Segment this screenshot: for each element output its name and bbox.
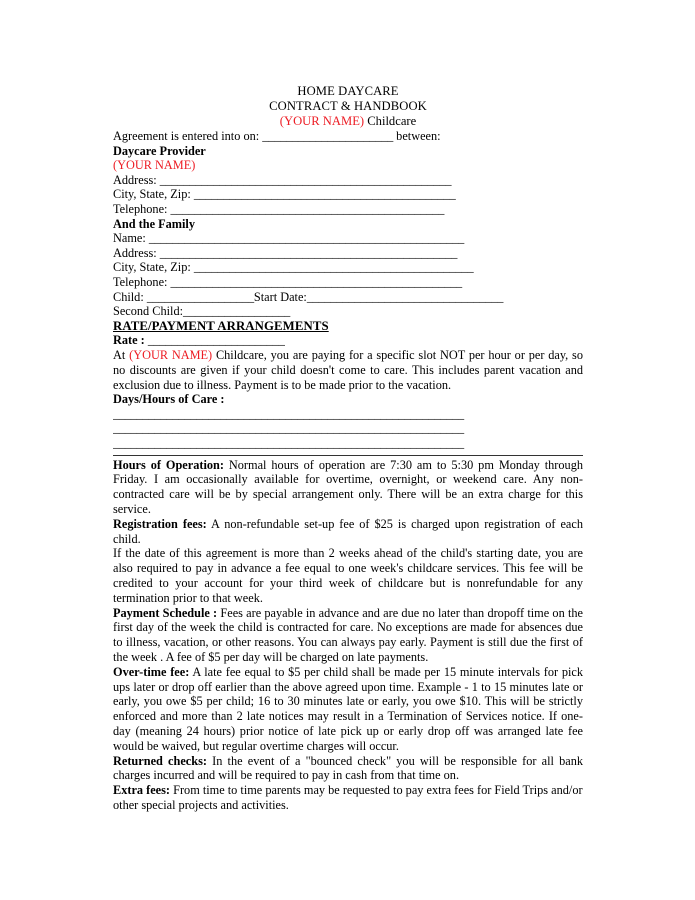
agreement-date-blank[interactable]: ______________________	[262, 129, 394, 143]
rate-intro-paragraph	[113, 348, 583, 392]
policy-extra-fees	[113, 783, 583, 813]
title-line-1: HOME DAYCARE	[297, 84, 399, 98]
policy-hours-of-operation-label: Hours of Operation:	[113, 457, 224, 472]
title-line-2: CONTRACT & HANDBOOK	[269, 99, 427, 113]
provider-telephone-label: Telephone:	[113, 201, 171, 216]
family-address-blank[interactable]: __________________________________________________	[159, 245, 458, 260]
provider-address-blank[interactable]: _________________________________________________	[159, 172, 452, 187]
family-heading: And the Family	[113, 216, 195, 231]
policy-hours-of-operation	[113, 458, 583, 517]
second-child-field	[113, 304, 583, 319]
provider-telephone-blank[interactable]: ______________________________________________	[170, 201, 445, 216]
subtitle-placeholder-name: (YOUR NAME)	[279, 114, 365, 128]
family-address-field	[113, 246, 583, 261]
policy-extra-fees-text: From time to time parents may be requested to pay extra fees for Field Trips and/or other special projects and activities.	[113, 783, 583, 812]
days-hours-blank-2[interactable]: ___________________________________________________________	[113, 421, 464, 436]
family-name-blank[interactable]: _____________________________________________________	[148, 231, 465, 246]
policy-over-time-fee	[113, 665, 583, 754]
days-hours-blank-3[interactable]: ___________________________________________________________	[113, 436, 464, 451]
start-date-label: Start Date:	[253, 289, 307, 304]
provider-address-label: Address:	[113, 172, 160, 187]
policy-advance-payment-text: If the date of this agreement is more than 2 weeks ahead of the child's starting date, you are also required to pay in advance a fee equal to one week's childcare services. This fee will be credited to your account for your third week of childcare but is nonrefundable for any termination prior to that week.	[113, 546, 583, 605]
child-label: Child:	[113, 289, 147, 304]
rate-field	[113, 333, 583, 348]
subtitle-line	[113, 114, 583, 129]
days-hours-label: Days/Hours of Care :	[113, 392, 225, 407]
agreement-suffix: between:	[393, 129, 441, 143]
provider-citystatezip-label: City, State, Zip:	[113, 187, 194, 202]
provider-citystatezip-blank[interactable]: ____________________________________________	[193, 187, 456, 202]
policy-registration-fees	[113, 517, 583, 547]
family-citystatezip-blank[interactable]: _______________________________________________	[193, 260, 474, 275]
child-name-blank[interactable]: __________________	[146, 289, 254, 304]
rate-intro-body: Childcare, you are paying for a specific slot NOT per hour or per day, so no discounts are given if your child doesn't come to care. This includes parent vacation and exclusion due to illness. Payment is to be made prior to the vacation.	[113, 347, 583, 392]
family-telephone-blank[interactable]: _________________________________________________	[170, 274, 463, 289]
child-startdate-field	[113, 290, 583, 305]
rate-intro-prefix: At	[113, 347, 130, 362]
document-title-block	[113, 84, 583, 129]
policy-registration-fees-label: Registration fees:	[113, 516, 207, 531]
start-date-blank[interactable]: _________________________________	[306, 289, 504, 304]
section-divider-rule	[113, 455, 583, 456]
policy-payment-schedule	[113, 606, 583, 665]
family-citystatezip-label: City, State, Zip:	[113, 260, 194, 275]
policy-registration-fees-text: A non-refundable set-up fee of $25 is charged upon registration of each child.	[113, 516, 583, 546]
policy-over-time-fee-text: A late fee equal to $5 per child shall be made per 15 minute intervals for pick ups later or drop off earlier than the above agreed upon time. Example - 1 to 15 minutes late or early, you owe $5 per child; 16 to 30 minutes late or early, you owe $10. This will be strictly enforced and more than 2 late notices may result in a Termination of Services notice. If one-day (meaning 24 hours) prior notice of late pick up or early drop off was arranged late fee would be waived, but regular overtime charges will occur.	[113, 664, 583, 753]
policy-extra-fees-label: Extra fees:	[113, 783, 171, 798]
family-telephone-label: Telephone:	[113, 274, 171, 289]
provider-telephone-field	[113, 202, 583, 217]
subtitle-suffix: Childcare	[364, 114, 417, 128]
provider-name-placeholder: (YOUR NAME)	[113, 158, 196, 173]
rate-blank[interactable]: _______________________	[147, 333, 285, 348]
provider-address-field	[113, 173, 583, 188]
document-body	[113, 84, 583, 813]
policy-advance-payment	[113, 546, 583, 605]
agreement-prefix: Agreement is entered into on:	[113, 129, 263, 143]
policy-returned-checks-text: In the event of a "bounced check" you will be responsible for all bank charges incurred and will be required to pay in cash from that time on.	[113, 753, 583, 783]
family-telephone-field	[113, 275, 583, 290]
policy-payment-schedule-label: Payment Schedule :	[113, 605, 218, 620]
family-address-label: Address:	[113, 245, 160, 260]
provider-heading: Daycare Provider	[113, 143, 206, 158]
rate-payment-heading: RATE/PAYMENT ARRANGEMENTS	[113, 318, 329, 333]
rate-intro-placeholder-name: (YOUR NAME)	[129, 347, 213, 362]
family-citystatezip-field	[113, 260, 583, 275]
policy-returned-checks-label: Returned checks:	[113, 753, 207, 768]
family-name-field	[113, 231, 583, 246]
second-child-label: Second Child:	[113, 304, 184, 319]
policy-payment-schedule-text: Fees are payable in advance and are due no later than dropoff time on the first day of the week the child is contracted for care. No exceptions are made for absences due to illness, vacation, or other reasons. You can always pay early. Payment is still due the first of the week . A fee of $5 per day will be charged on late payments.	[113, 605, 583, 665]
policy-returned-checks	[113, 754, 583, 784]
days-hours-blank-1[interactable]: ___________________________________________________________	[113, 406, 464, 421]
policy-hours-of-operation-text: Normal hours of operation are 7:30 am to 5:30 pm Monday through Friday. I am occasionally available for overtime, overnight, or weekend care. Any non-contracted care will be by special arrangement only. There will be an extra charge for this service.	[113, 457, 583, 517]
second-child-blank[interactable]: __________________	[183, 304, 291, 319]
family-name-label: Name:	[113, 231, 149, 246]
provider-citystatezip-field	[113, 187, 583, 202]
rate-label: Rate :	[113, 333, 148, 348]
agreement-date-line	[113, 129, 583, 144]
policy-over-time-fee-label: Over-time fee:	[113, 664, 190, 679]
